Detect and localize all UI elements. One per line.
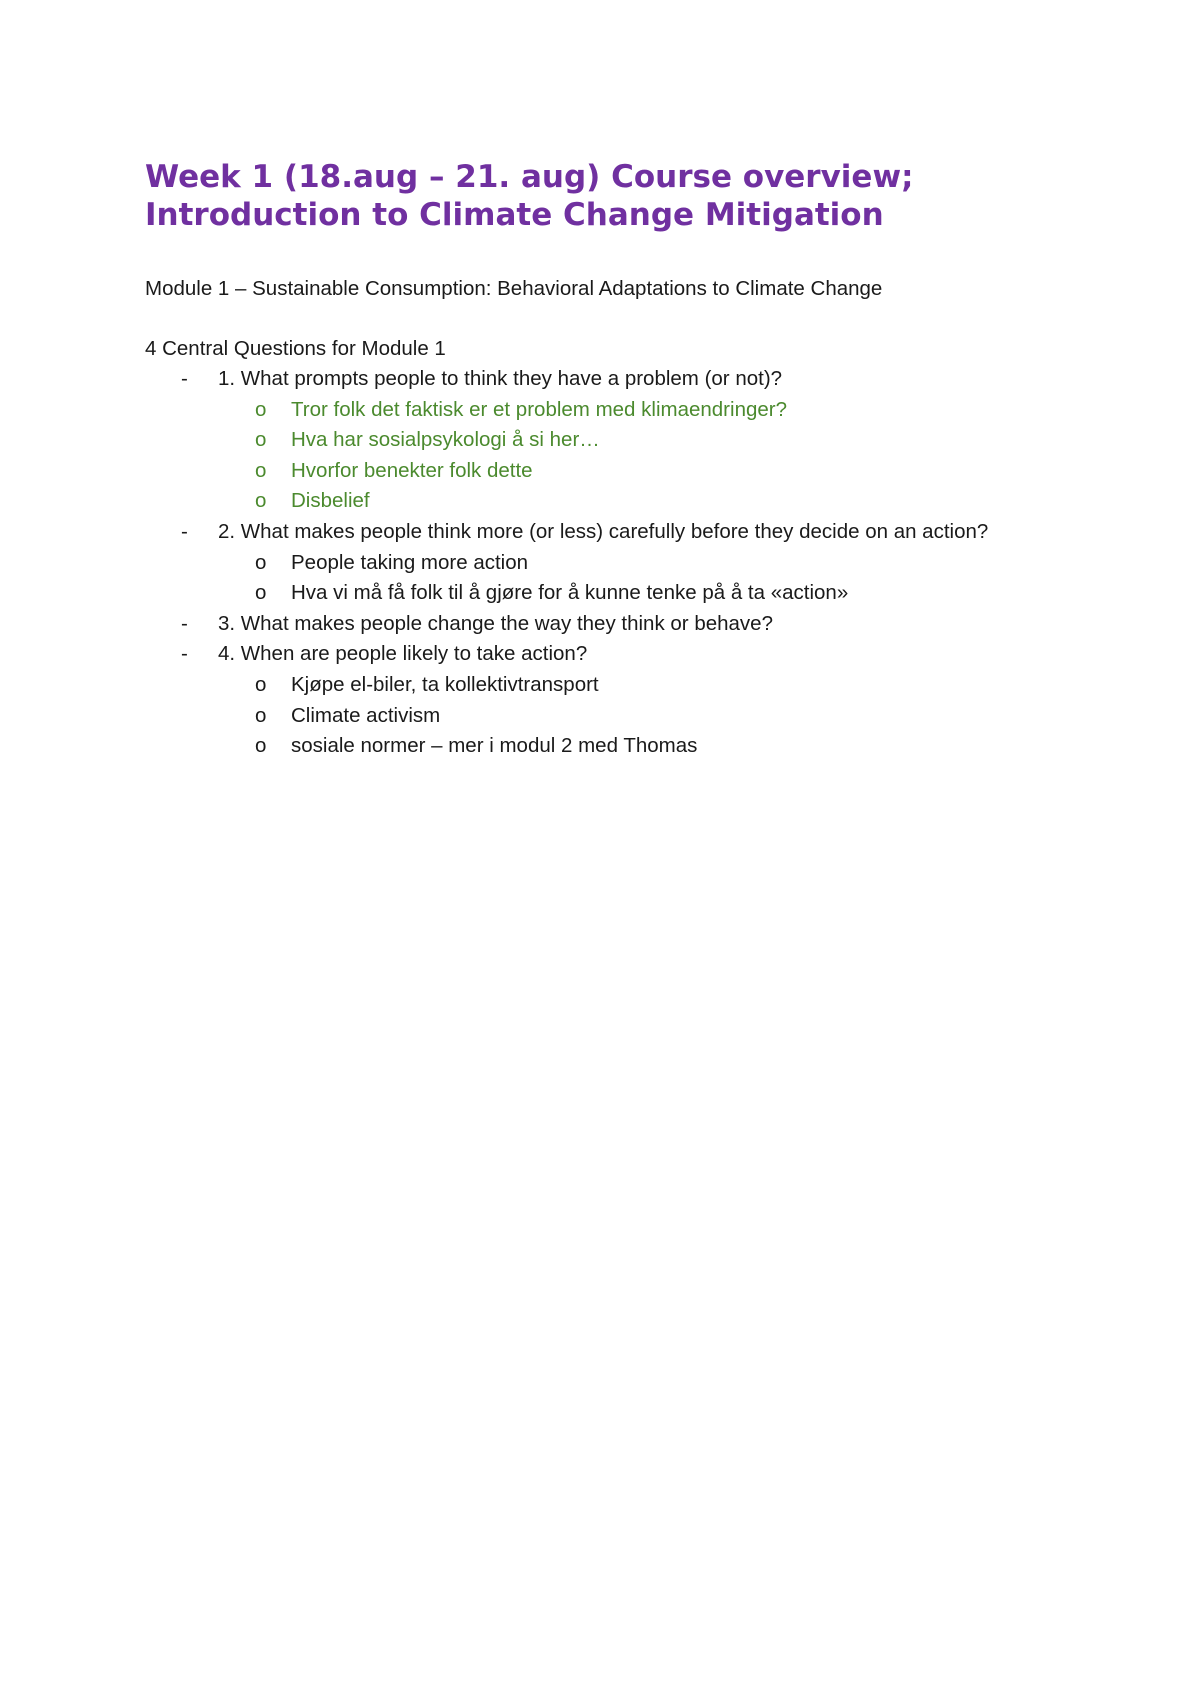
page-title bbox=[145, 158, 1105, 234]
sub-item-text: Hva vi må få folk til å gjøre for å kunne tenke på å ta «action» bbox=[291, 581, 849, 605]
sub-item-text: People taking more action bbox=[291, 550, 529, 574]
dash-marker: - bbox=[181, 642, 188, 666]
sub-item-text: Kjøpe el-biler, ta kollektivtransport bbox=[291, 672, 599, 696]
title-line-1: Week 1 (18.aug – 21. aug) Course overview; bbox=[145, 159, 914, 195]
circle-bullet-icon: o bbox=[255, 428, 267, 452]
circle-bullet-icon: o bbox=[255, 550, 267, 574]
question-text: 3. What makes people change the way they think or behave? bbox=[218, 611, 773, 635]
circle-bullet-icon: o bbox=[255, 489, 267, 513]
dash-marker: - bbox=[181, 367, 188, 390]
sub-item-text: Tror folk det faktisk er et problem med klimaendringer? bbox=[291, 397, 787, 421]
sub-item-text: Disbelief bbox=[291, 489, 370, 513]
circle-bullet-icon: o bbox=[255, 734, 267, 758]
question-text: 2. What makes people think more (or less) carefully before they decide on an action? bbox=[218, 519, 989, 543]
sub-item-text: Hva har sosialpsykologi å si her… bbox=[291, 428, 600, 452]
questions-heading: 4 Central Questions for Module 1 bbox=[145, 337, 446, 360]
sub-item-text: Hvorfor benekter folk dette bbox=[291, 458, 533, 482]
title-line-2: Introduction to Climate Change Mitigation bbox=[145, 197, 884, 233]
module-heading: Module 1 – Sustainable Consumption: Behavioral Adaptations to Climate Change bbox=[145, 277, 883, 300]
circle-bullet-icon: o bbox=[255, 397, 267, 421]
sub-item-text: Climate activism bbox=[291, 703, 441, 727]
circle-bullet-icon: o bbox=[255, 703, 267, 727]
circle-bullet-icon: o bbox=[255, 581, 267, 605]
circle-bullet-icon: o bbox=[255, 458, 267, 482]
sub-item-text: sosiale normer – mer i modul 2 med Thomas bbox=[291, 734, 698, 758]
question-text: 1. What prompts people to think they have a problem (or not)? bbox=[218, 367, 783, 390]
circle-bullet-icon: o bbox=[255, 672, 267, 696]
dash-marker: - bbox=[181, 519, 188, 543]
dash-marker: - bbox=[181, 611, 188, 635]
question-text: 4. When are people likely to take action? bbox=[218, 642, 588, 666]
